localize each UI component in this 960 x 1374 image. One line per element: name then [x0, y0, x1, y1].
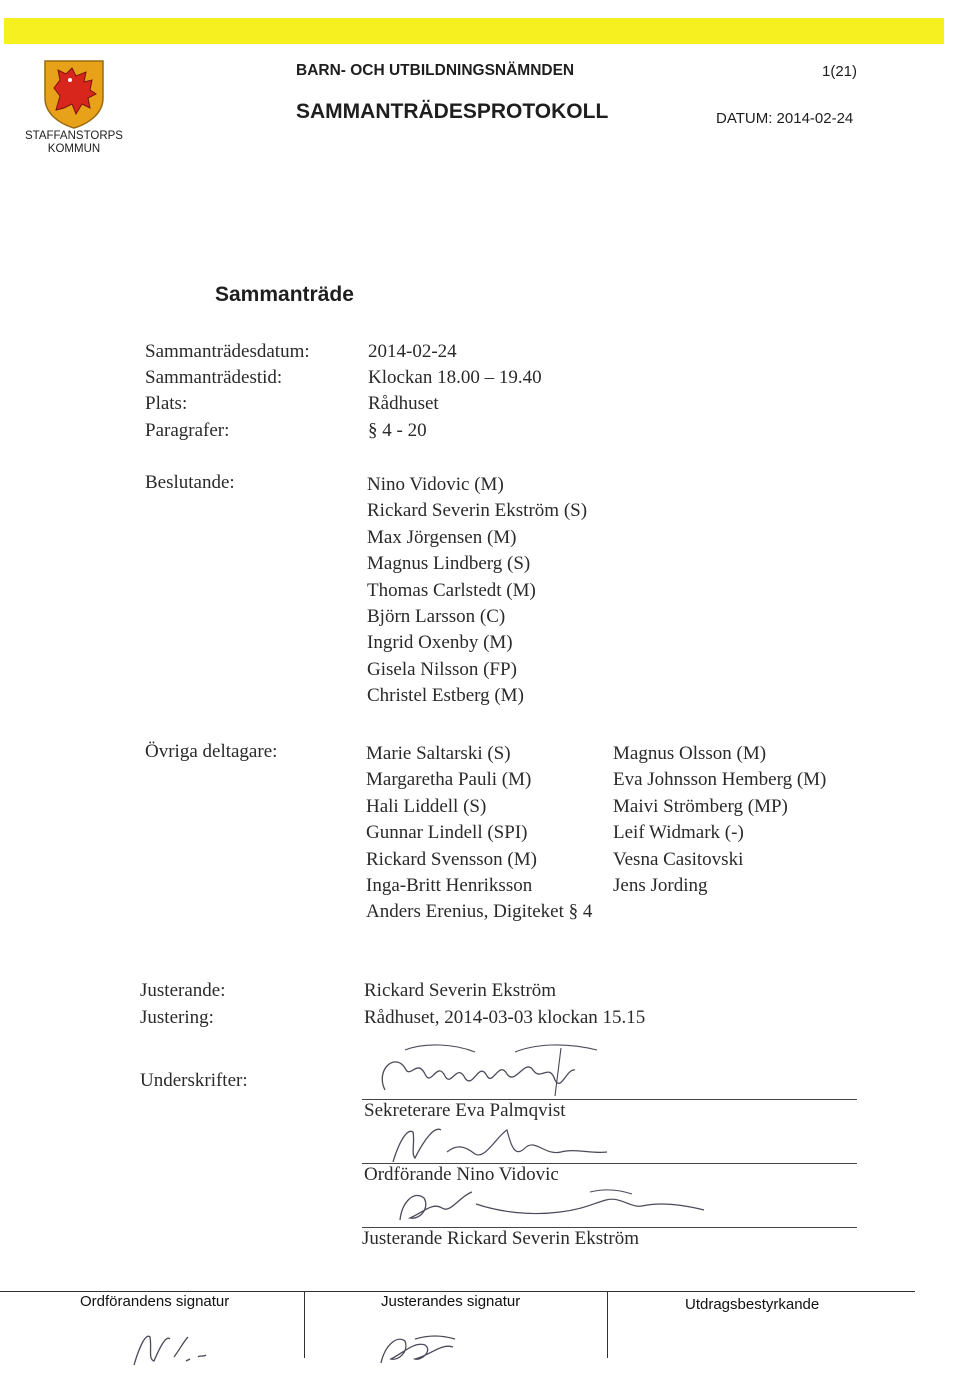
adjustment-value: Rådhuset, 2014-03-03 klockan 15.15: [364, 1007, 646, 1028]
adjuster-name: Justerande Rickard Severin Ekström: [362, 1228, 640, 1249]
page-number: 1(21): [822, 63, 858, 80]
list-item: Rickard Severin Ekström (S): [367, 500, 588, 522]
list-item: Magnus Lindberg (S): [367, 553, 531, 575]
adjuster-signature-cell-label: Justerandes signatur: [381, 1293, 521, 1310]
meeting-time-value: Klockan 18.00 – 19.40: [368, 367, 542, 388]
meeting-place-value: Rådhuset: [368, 393, 439, 414]
meeting-place-label: Plats:: [145, 393, 188, 414]
list-item: Björn Larsson (C): [367, 606, 506, 628]
list-item: Inga-Britt Henriksson: [366, 875, 533, 897]
meeting-date-value: 2014-02-24: [368, 341, 457, 362]
list-item: Vesna Casitovski: [613, 848, 744, 870]
footer-divider-2: [607, 1292, 608, 1358]
organization-name: [18, 130, 130, 156]
decision-makers-list: [367, 472, 587, 710]
list-item: Anders Erenius, Digiteket § 4: [366, 901, 593, 923]
list-item: Margaretha Pauli (M): [366, 769, 532, 791]
organization-line-1: STAFFANSTORPS: [25, 130, 123, 142]
sections-label: Paragrafer:: [145, 420, 230, 441]
list-item: Maivi Strömberg (MP): [613, 795, 788, 817]
document-date: DATUM: 2014-02-24: [716, 110, 854, 127]
section-heading: Sammanträde: [215, 283, 354, 306]
chair-initials-scribble: [128, 1327, 210, 1369]
meeting-date-label: Sammanträdesdatum:: [145, 341, 310, 362]
adjuster-label: Justerande:: [140, 980, 226, 1001]
other-participants-column-2: [613, 741, 826, 899]
list-item: Leif Widmark (-): [613, 822, 744, 844]
adjuster-initials-scribble: [375, 1329, 460, 1367]
adjuster-value: Rickard Severin Ekström: [364, 980, 557, 1001]
chair-signature-scribble: [385, 1118, 615, 1166]
list-item: Marie Saltarski (S): [366, 743, 511, 764]
list-item: Jens Jording: [613, 875, 708, 897]
other-participants-column-1: [366, 741, 592, 926]
list-item: Rickard Svensson (M): [366, 848, 537, 870]
decision-makers-label: Beslutande:: [145, 472, 235, 493]
list-item: Thomas Carlstedt (M): [367, 579, 536, 601]
list-item: Hali Liddell (S): [366, 795, 487, 817]
list-item: Gisela Nilsson (FP): [367, 658, 517, 680]
chair-name: Ordförande Nino Vidovic: [364, 1164, 559, 1185]
organization-line-2: KOMMUN: [47, 143, 101, 155]
adjustment-label: Justering:: [140, 1007, 214, 1028]
footer-top-rule: [0, 1291, 915, 1292]
secretary-signature-scribble: [365, 1040, 615, 1102]
signatures-label: Underskrifter:: [140, 1070, 248, 1091]
list-item: Ingrid Oxenby (M): [367, 632, 513, 654]
list-item: Max Jörgensen (M): [367, 526, 517, 548]
secretary-name: Sekreterare Eva Palmqvist: [364, 1100, 566, 1121]
other-participants-label: Övriga deltagare:: [145, 741, 278, 762]
list-item: Nino Vidovic (M): [367, 474, 504, 495]
footer-divider-1: [304, 1292, 305, 1358]
footer-signature-table: [0, 1283, 960, 1374]
list-item: Magnus Olsson (M): [613, 743, 767, 764]
list-item: Christel Estberg (M): [367, 685, 524, 707]
document-title: SAMMANTRÄDESPROTOKOLL: [296, 100, 609, 123]
list-item: Eva Johnsson Hemberg (M): [613, 769, 827, 791]
certification-cell-label: Utdragsbestyrkande: [685, 1296, 820, 1313]
sections-value: § 4 - 20: [368, 420, 427, 441]
highlight-bar: [4, 18, 944, 44]
list-item: Gunnar Lindell (SPI): [366, 822, 528, 844]
committee-name: BARN- OCH UTBILDNINGSNÄMNDEN: [296, 62, 575, 79]
municipality-crest-icon: [42, 58, 106, 130]
chair-signature-cell-label: Ordförandens signatur: [80, 1293, 230, 1310]
meeting-time-label: Sammanträdestid:: [145, 367, 283, 388]
adjuster-signature-scribble: [380, 1182, 710, 1226]
